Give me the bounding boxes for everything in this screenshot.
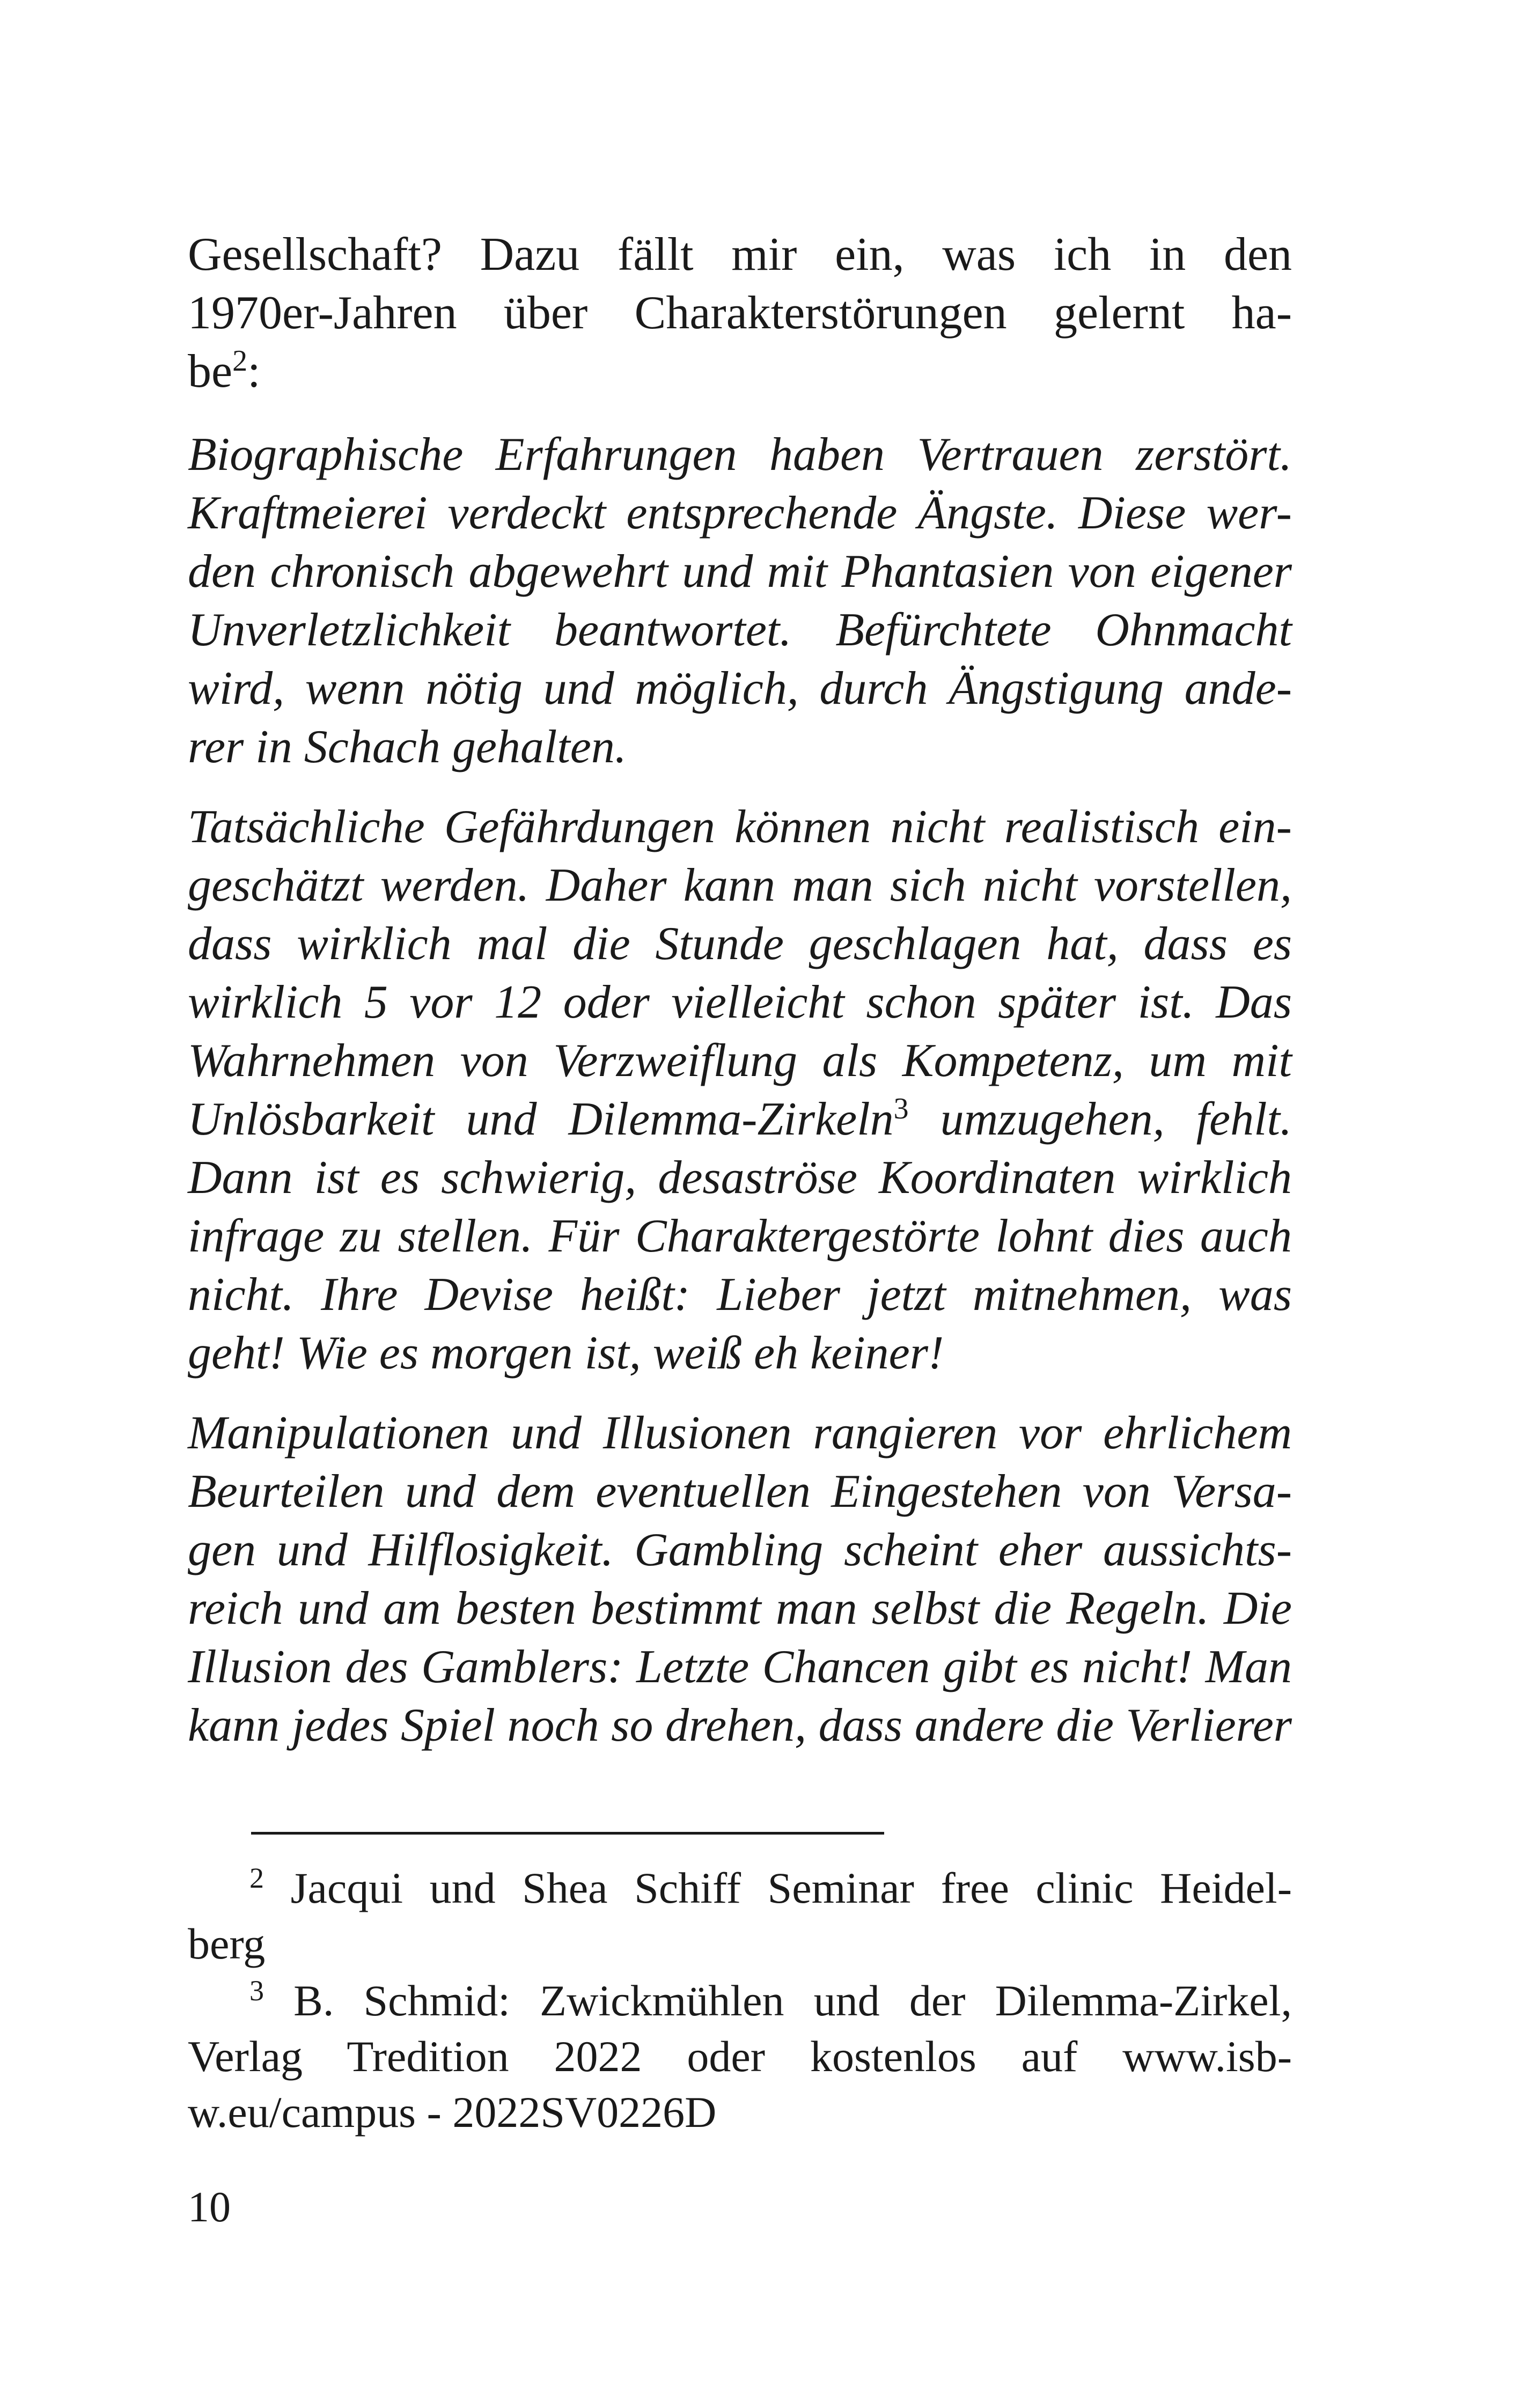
- footnote-ref-2[interactable]: 2: [232, 344, 248, 378]
- text-line: wirklich 5 vor 12 oder vielleicht schon später ist. Das: [188, 976, 1292, 1028]
- text-fragment: B. Schmid: Zwickmühlen und der Dilemma-Zirkel,: [264, 1976, 1292, 2025]
- text-fragment: Jacqui und Shea Schiff Seminar free clinic Heidel-: [264, 1864, 1292, 1912]
- text-line: Beurteilen und dem eventuellen Eingestehen von Versa-: [188, 1466, 1292, 1518]
- text-fragment: :: [247, 345, 261, 397]
- footnote-line: [188, 1973, 1292, 2029]
- footnote-line: w.eu/campus - 2022SV0226D: [188, 2088, 717, 2137]
- text-line: Manipulationen und Illusionen rangieren vor ehrlichem: [188, 1407, 1292, 1459]
- text-line: geht! Wie es morgen ist, weiß eh keiner!: [188, 1327, 944, 1379]
- text-line: geschätzt werden. Daher kann man sich nicht vorstellen,: [188, 859, 1292, 911]
- text-line: Gesellschaft? Dazu fällt mir ein, was ich in den: [188, 229, 1292, 281]
- footnote-divider: [251, 1832, 884, 1835]
- text-line: kann jedes Spiel noch so drehen, dass andere die Verlierer: [188, 1699, 1292, 1751]
- text-line: dass wirklich mal die Stunde geschlagen hat, dass es: [188, 918, 1292, 970]
- text-line: Tatsächliche Gefährdungen können nicht realistisch ein-: [188, 801, 1292, 853]
- text-line: [188, 1090, 1292, 1148]
- footnote-line: berg: [188, 1919, 266, 1968]
- intro-paragraph: [188, 225, 1292, 401]
- text-line: Dann ist es schwierig, desaströse Koordinaten wirklich: [188, 1152, 1292, 1204]
- text-line: Biographische Erfahrungen haben Vertrauen zerstört.: [188, 429, 1292, 481]
- text-fragment: be: [188, 345, 233, 397]
- text-line: Kraftmeierei verdeckt entsprechende Ängste. Diese wer-: [188, 487, 1292, 539]
- text-line: Wahrnehmen von Verzweiflung als Kompetenz, um mit: [188, 1035, 1292, 1087]
- text-line: rer in Schach gehalten.: [188, 721, 627, 773]
- text-line: 1970er-Jahren über Charakterstörungen gelernt ha-: [188, 287, 1292, 339]
- footnote-ref-3[interactable]: 3: [893, 1092, 909, 1125]
- footnote-3: [188, 1973, 1292, 2140]
- italic-paragraph-2: [188, 798, 1292, 1382]
- italic-paragraph-3: [188, 1404, 1292, 1755]
- footnote-number: 2: [249, 1862, 264, 1894]
- text-line: wird, wenn nötig und möglich, durch Ängstigung ande-: [188, 662, 1292, 715]
- text-line: infrage zu stellen. Für Charaktergestörte lohnt dies auch: [188, 1210, 1292, 1262]
- text-line: Illusion des Gamblers: Letzte Chancen gibt es nicht! Man: [188, 1641, 1292, 1693]
- footnote-number: 3: [249, 1975, 264, 2007]
- text-line: gen und Hilflosigkeit. Gambling scheint eher aussichts-: [188, 1524, 1292, 1576]
- footnote-line: [188, 1860, 1292, 1916]
- text-fragment: umzugehen, fehlt.: [908, 1093, 1292, 1145]
- text-fragment: Unlösbarkeit und Dilemma-Zirkeln: [188, 1093, 894, 1145]
- footnotes: [188, 1860, 1292, 2141]
- text-line: Unverletzlichkeit beantwortet. Befürchtete Ohnmacht: [188, 604, 1292, 656]
- text-line: reich und am besten bestimmt man selbst die Regeln. Die: [188, 1582, 1292, 1634]
- text-line: den chronisch abgewehrt und mit Phantasien von eigener: [188, 546, 1292, 598]
- footnote-2: [188, 1860, 1292, 1972]
- italic-paragraph-1: [188, 425, 1292, 776]
- footnote-line: Verlag Tredition 2022 oder kostenlos auf www.isb-: [188, 2032, 1292, 2081]
- page-number: 10: [188, 2184, 231, 2231]
- text-line: nicht. Ihre Devise heißt: Lieber jetzt mitnehmen, was: [188, 1269, 1292, 1321]
- text-line: [188, 342, 1292, 401]
- page-body: [188, 225, 1292, 1776]
